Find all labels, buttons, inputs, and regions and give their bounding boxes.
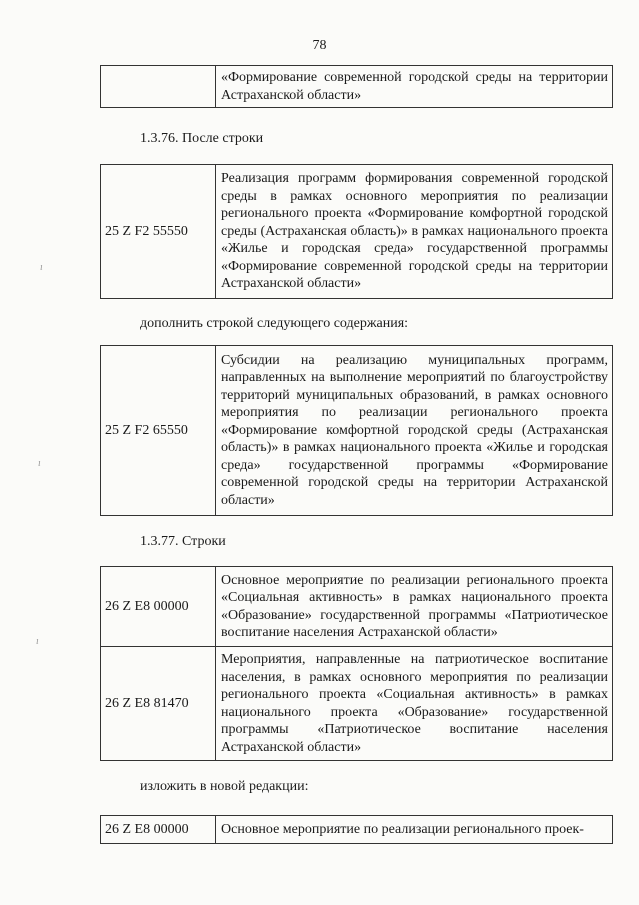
description-cell: Реализация программ формирования современной городской среды в рамках основного мероприятия по реализации регионального проекта «Формирование комфортной городской среды (Астраханская область)» в рамках национального проекта «Жилье и городская среда» государственной программы «Формирование современной городской среды на территории Астраханской области» (216, 165, 613, 299)
scan-margin-mark: ı (40, 262, 43, 273)
scan-margin-mark: ı (36, 636, 39, 647)
table-row (101, 567, 613, 647)
table-row (101, 346, 613, 516)
budget-code-cell: 25 Z F2 55550 (101, 165, 216, 299)
table-row (101, 647, 613, 761)
table-row (101, 816, 613, 844)
page-number: 78 (312, 38, 327, 53)
scan-margin-mark: ı (38, 458, 41, 469)
code-table-4 (100, 566, 613, 761)
code-table-3 (100, 345, 613, 516)
table-row (101, 66, 613, 108)
description-cell: Основное мероприятие по реализации регионального проекта «Социальная активность» в рамках национального проекта «Образование» государственной программы «Патриотическое воспитание населения Астраханской области» (216, 567, 613, 647)
code-table-1 (100, 65, 613, 108)
budget-code-cell: 26 Z E8 00000 (101, 816, 216, 844)
budget-code-cell: 26 Z E8 00000 (101, 567, 216, 647)
code-table-5 (100, 815, 613, 844)
description-cell: «Формирование современной городской среды на территории Астраханской области» (216, 66, 613, 108)
paragraph-add-row: дополнить строкой следующего содержания: (140, 316, 409, 331)
budget-code-cell (101, 66, 216, 108)
description-cell: Основное мероприятие по реализации регионального проек- (216, 816, 613, 844)
code-table-2 (100, 164, 613, 299)
table-row (101, 165, 613, 299)
description-cell: Мероприятия, направленные на патриотическое воспитание населения, в рамках основного мероприятия по реализации регионального проекта «Социальная активность» в рамках национального проекта «Образование» государственной программы «Патриотическое воспитание населения Астраханской области» (216, 647, 613, 761)
paragraph-new-edition: изложить в новой редакции: (140, 779, 309, 794)
budget-code-cell: 25 Z F2 65550 (101, 346, 216, 516)
budget-code-cell: 26 Z E8 81470 (101, 647, 216, 761)
paragraph-1-3-76: 1.3.76. После строки (140, 131, 264, 146)
description-cell: Субсидии на реализацию муниципальных программ, направленных на выполнение мероприятий по благоустройству территорий муниципальных образований, в рамках основного мероприятия по реализации регионального проекта «Формирование комфортной городской среды (Астраханская область)» в рамках национального проекта «Жилье и городская среда» государственной программы «Формирование современной городской среды на территории Астраханской области» (216, 346, 613, 516)
paragraph-1-3-77: 1.3.77. Строки (140, 534, 226, 549)
